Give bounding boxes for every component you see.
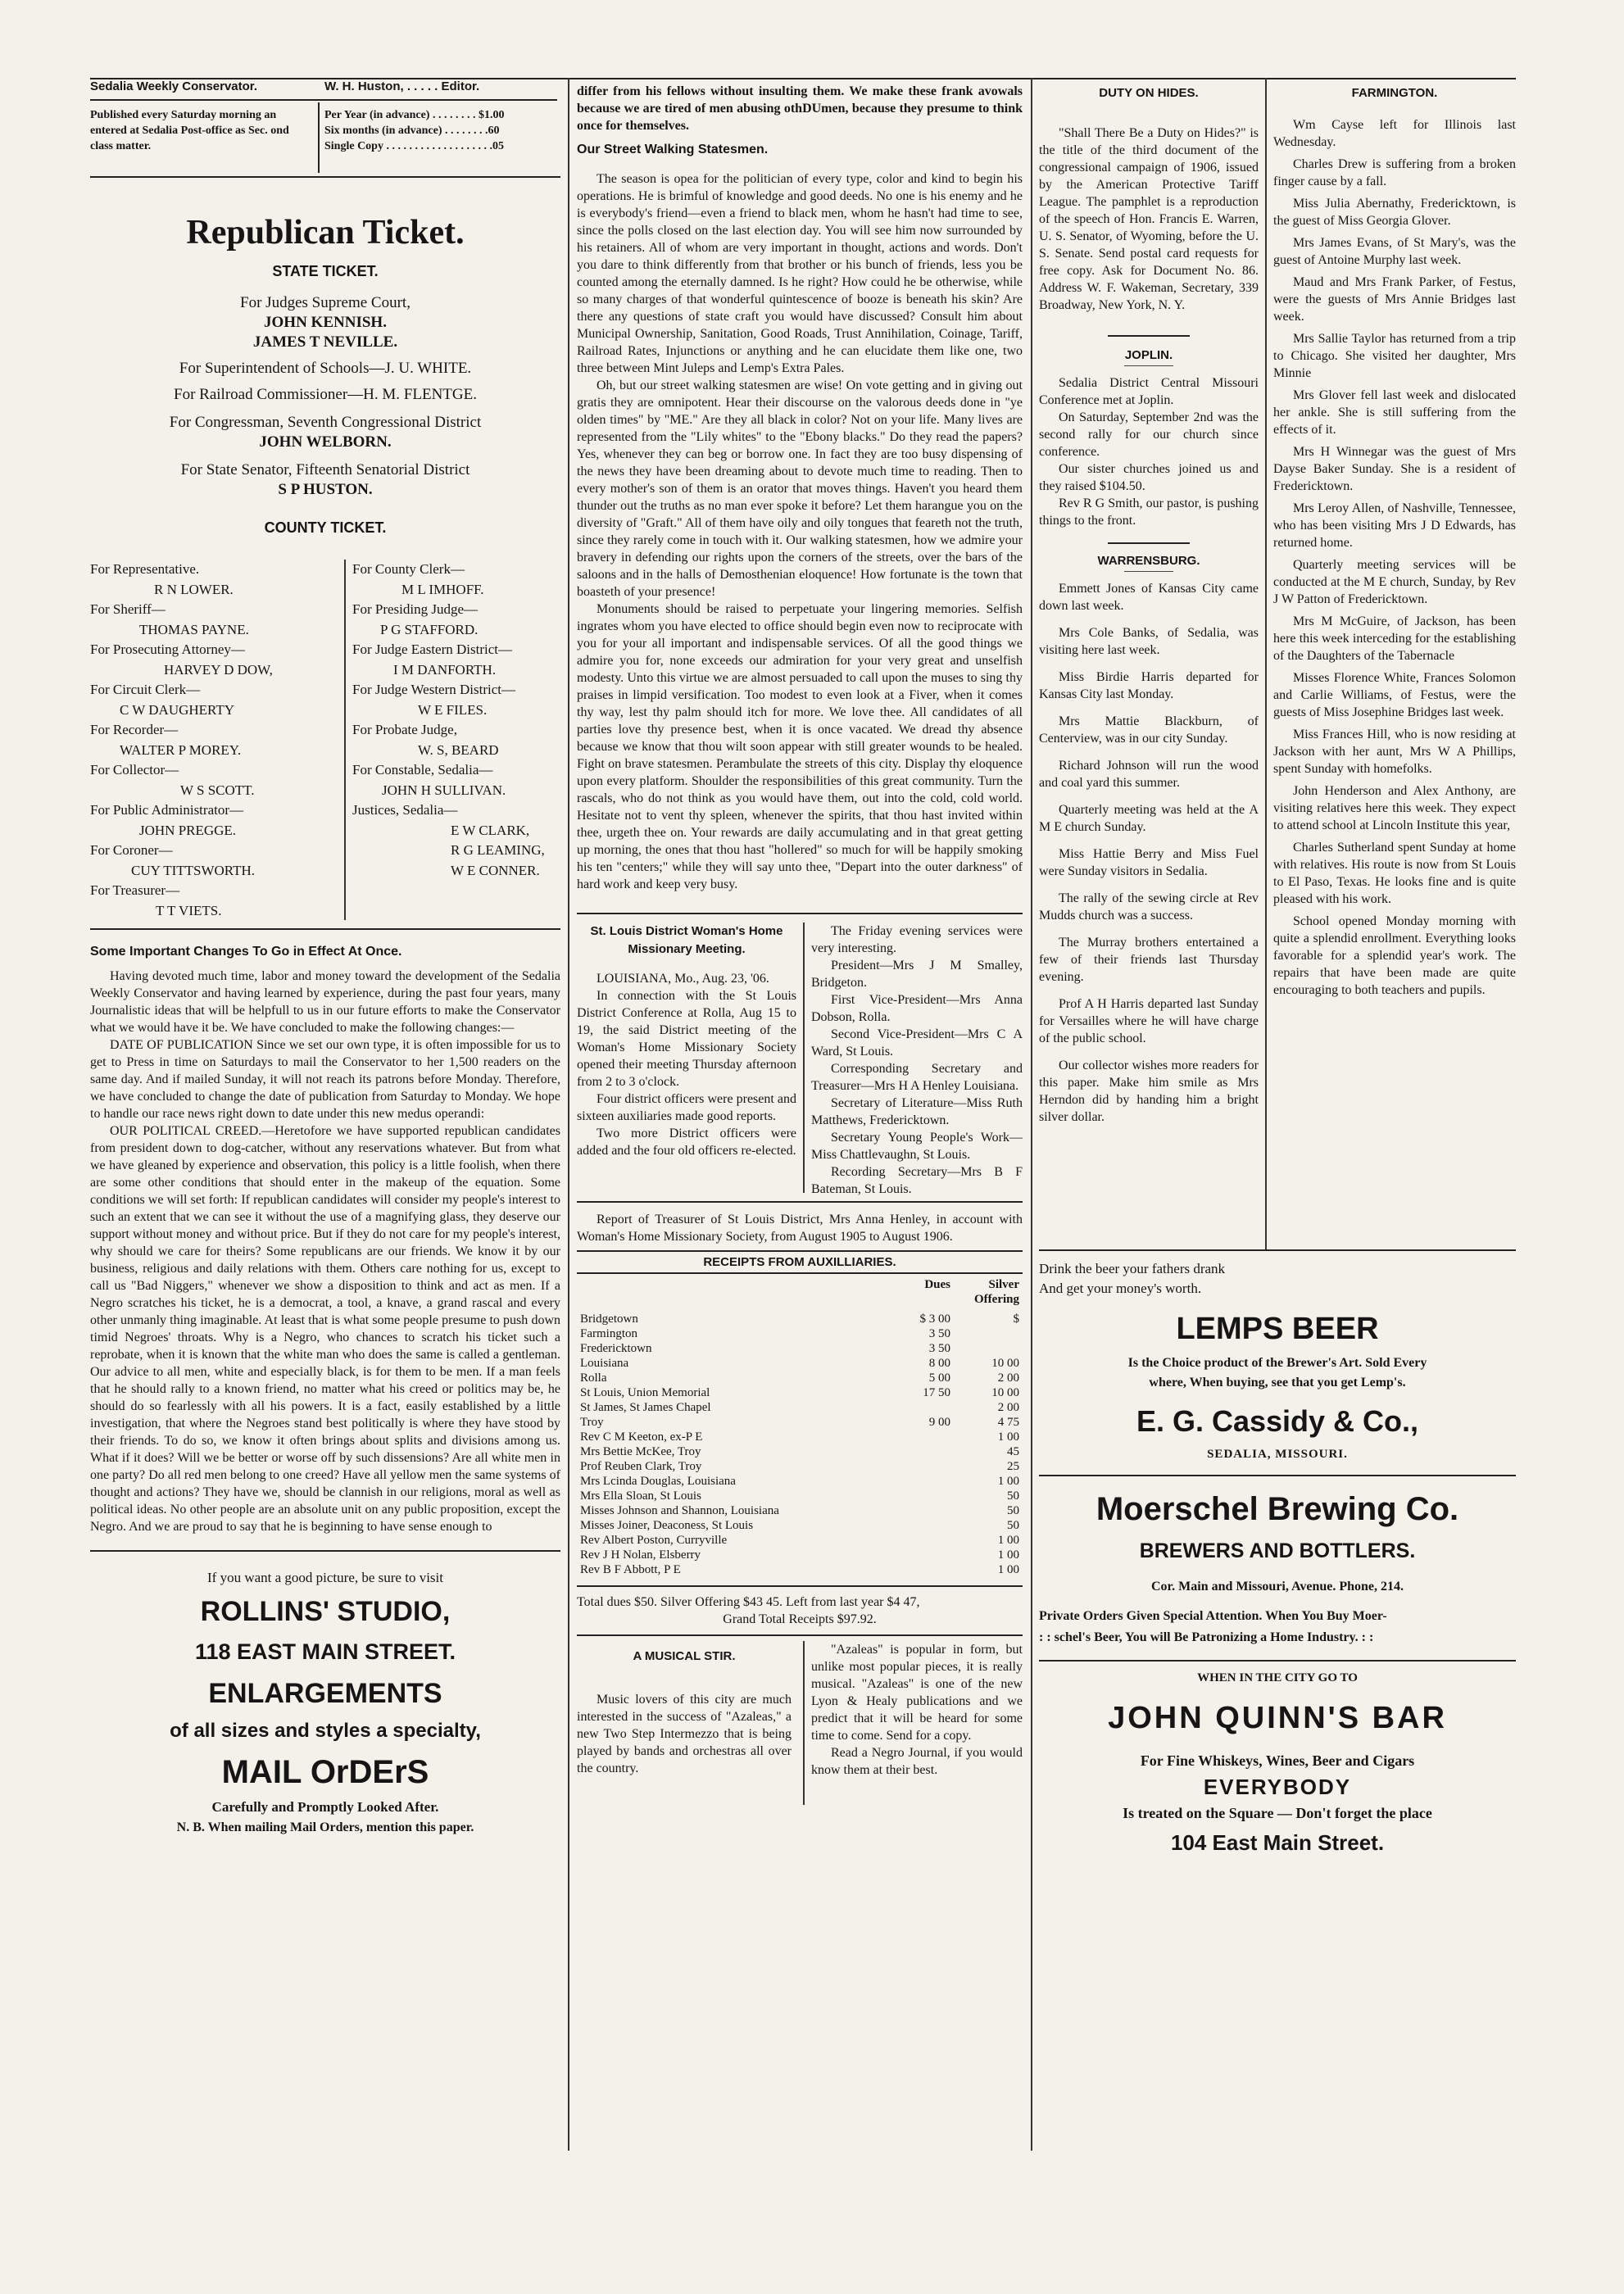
receipt-dues xyxy=(890,1444,954,1459)
receipt-silver: 25 xyxy=(1007,1460,1019,1473)
missionary-right: The Friday evening services were very interesting. President—Mrs J M Smalley, Bridgeton. First Vice-President—Mrs Anna Dobson, Rolla. Second Vice-President—Mrs C A Ward, St Louis. Corresponding Secretary and Treasurer—Mrs H A Henley Louisiana. Secretary of Literature—Miss Ruth Matthews, Fredericktown. Secretary Young People's Work—Miss Chattlevaughn, St Louis. Recording Secretary—Mrs B F Bateman, St Louis. xyxy=(811,924,1023,1196)
receipt-silver: 1 00 xyxy=(997,1430,1019,1444)
receipt-silver: 50 xyxy=(1007,1504,1019,1517)
receipt-row xyxy=(577,1400,1023,1415)
rollins-enlargements: ENLARGEMENTS xyxy=(208,1678,442,1709)
statesmen-title: Our Street Walking Statesmen. xyxy=(577,143,769,156)
receipt-dues xyxy=(890,1474,954,1489)
missionary-meeting xyxy=(577,923,1023,1201)
receipt-silver: 1 00 xyxy=(997,1563,1019,1576)
rollins-mail-orders: MAIL OrDErS xyxy=(221,1754,429,1790)
lemps-ad: Drink the beer your fathers drank And get your money's worth. LEMPS BEER Is the Choice product of the Brewer's Art. Sold Every where, When buying, see that you get Lemp's. E. G. Cassidy & Co., SEDALIA, MISSOURI. xyxy=(1039,1251,1516,1475)
rollins-ad xyxy=(90,1570,560,1835)
farmington-title: FARMINGTON. xyxy=(1351,86,1438,100)
editor-line: W. H. Huston, . . . . . Editor. xyxy=(324,79,480,93)
receipt-name: Rev B F Abbott, P E xyxy=(580,1563,681,1576)
subscription-rates: Per Year (in advance) . . . . . . . . $1.00 Six months (in advance) . . . . . . . .60 Single Copy . . . . . . . . . . . . . . . . . . .05 xyxy=(324,109,505,152)
rollins-name: ROLLINS' STUDIO, xyxy=(200,1596,451,1627)
receipt-name: Misses Johnson and Shannon, Louisiana xyxy=(580,1504,779,1517)
treasurer-report: Report of Treasurer of St Louis District, Mrs Anna Henley, in account with Woman's Home Missionary Society, from August 1905 to August 1906. xyxy=(577,1213,1023,1244)
rollins-sizes: of all sizes and styles a specialty, xyxy=(170,1720,481,1742)
receipts-title: RECEIPTS FROM AUXILLIARIES. xyxy=(703,1255,896,1269)
receipt-row xyxy=(577,1503,1023,1518)
ads-area xyxy=(1039,1249,1516,1866)
receipt-name: Rev C M Keeton, ex-P E xyxy=(580,1430,703,1444)
receipt-row xyxy=(577,1533,1023,1548)
column-rule-1 xyxy=(568,78,569,2151)
receipt-silver: 1 00 xyxy=(997,1475,1019,1488)
receipt-row xyxy=(577,1326,1023,1341)
column-one xyxy=(90,78,560,1835)
receipt-row xyxy=(577,1489,1023,1503)
receipt-name: Farmington xyxy=(580,1327,637,1340)
receipt-row xyxy=(577,1548,1023,1562)
hides-text: "Shall There Be a Duty on Hides?" is the title of the third document of the congressional campaign of 1906, issued by the American Protective Tariff League. The pamphlet is a reproduction of the speech of Hon. Francis E. Warren, U. S. Senator, of Wyoming, before the U. S. Senate. Send postal card requests for free copy. Ask for Document No. 86. Address W. F. Wakeman, Secretary, 339 Broadway, New York, N. Y. xyxy=(1039,126,1259,312)
musical-left: A MUSICAL STIR. Music lovers of this city are much interested in the success of "Azaleas," a new Two Step Intermezzo that is being played by bands and orchestras all over the country. xyxy=(577,1649,792,1775)
receipt-silver: 50 xyxy=(1007,1519,1019,1532)
receipt-silver: 4 75 xyxy=(997,1416,1019,1429)
receipt-row xyxy=(577,1430,1023,1444)
county-ticket xyxy=(90,560,560,928)
receipt-dues xyxy=(890,1459,954,1474)
receipt-silver xyxy=(954,1341,1023,1356)
publish-notice: Published every Saturday morning an entered at Sedalia Post-office as Sec. ond class matter. xyxy=(90,109,289,152)
receipt-name: St Louis, Union Memorial xyxy=(580,1386,710,1399)
column-rule-3 xyxy=(1265,78,1267,1249)
receipts-grand-total: Grand Total Receipts $97.92. xyxy=(723,1612,877,1626)
receipt-dues xyxy=(890,1562,954,1577)
receipt-row xyxy=(577,1385,1023,1400)
quinn-name: JOHN QUINN'S BAR xyxy=(1108,1701,1447,1735)
column-three: DUTY ON HIDES. "Shall There Be a Duty on Hides?" is the title of the third document of the congressional campaign of 1906, issued by the American Protective Tariff League. The pamphlet is a reproduction of the speech of Hon. Francis E. Warren, U. S. Senator, of Wyoming, before the U. S. Senate. Send postal card requests for free copy. Ask for Document No. 86. Address W. F. Wakeman, Secretary, 339 Broadway, New York, N. Y. JOPLIN. Sedalia District Central Missouri Conference met at Joplin. On Saturday, September 2nd was the second rally for our church since conference. Our sister churches joined us and they raised $104.50. Rev R G Smith, our pastor, is pushing things to the front. WARRENSBURG. Emmett Jones of Kansas City came down last week. Mrs Cole Banks, of Sedalia, was visiting here last week. Miss Birdie Harris departed for Kansas City last Monday. Mrs Mattie Blackburn, of Centerview, was in our city Sunday. Richard Johnson will run the wood and coal yard this summer. Quarterly meeting was held at the A M E church Sunday. Miss Hattie Berry and Miss Fuel were Sunday visitors in Sedalia. The rally of the sewing circle at Rev Mudds church was a success. The Murray brothers entertained a few of their friends last Thursday evening. Prof A H Harris departed last Sunday for Versailles where he will have charge of the public school. Our collector wishes more readers for this paper. Make him smile as Mrs Herndon did by handing him a bright silver dollar. xyxy=(1039,86,1259,1124)
rollins-intro: If you want a good picture, be sure to visit xyxy=(207,1570,443,1585)
receipt-row xyxy=(577,1341,1023,1356)
republican-ticket xyxy=(90,178,560,928)
receipt-row xyxy=(577,1444,1023,1459)
quinn-ad: WHEN IN THE CITY GO TO JOHN QUINN'S BAR For Fine Whiskeys, Wines, Beer and Cigars EVERYBODY Is treated on the Square — Don't forget the place 104 East Main Street. xyxy=(1039,1662,1516,1866)
receipt-dues xyxy=(890,1400,954,1415)
statesmen-paragraph-2: Oh, but our street walking statesmen are wise! On vote getting and in giving out gratis they are omnipotent. Hear their discourse on the valorous deeds done in "ye olden times" by "ME." Are they all black in color? Not on your life. Many lives are represented from the "Lily whites" to the "Ebony blacks." Do they read the papers? Yes, whenever they can beg or borrow one. In fact they are too busy dispensing of the news they have been dreaming about to devote much time to reading. Then to every mother's son of them is an orator that moves things. Haven't you heard them thunder out the truths as no man ever spoke it before? Let them harangue you on the diversity of "Graft." All of them have oily and oily tongues that feareth not the truth, since they rarely come in touch with it. Our walking statesmen, how we admire your bravery in defending our rights upon the corners of the streets, over the bars of the saloons and in the halls of Demosthenian eloquence! How fortunate is the town that boasteth of your presence! xyxy=(577,379,1023,599)
receipt-name: Mrs Ella Sloan, St Louis xyxy=(580,1489,701,1503)
moerschel-ad: Moerschel Brewing Co. BREWERS AND BOTTLERS. Cor. Main and Missouri, Avenue. Phone, 214. Private Orders Given Special Attention. When You Buy Moer- : : schel's Beer, You will Be Patronizing a Home Industry. : : xyxy=(1039,1476,1516,1660)
receipt-row xyxy=(577,1518,1023,1533)
receipt-name: Misses Joiner, Deaconess, St Louis xyxy=(580,1519,754,1532)
receipt-dues: 17 50 xyxy=(923,1386,950,1399)
receipt-dues xyxy=(890,1518,954,1533)
receipt-name: Bridgetown xyxy=(580,1312,638,1326)
changes-paragraph-3: OUR POLITICAL CREED.—Heretofore we have supported republican candidates from president down to dog-catcher, without any reservations whatever. But from what we have gleaned by experience and observation, this policy is a little foolish, when there are some other conditions that should enter in the makeup of the equation. Some conditions we will set forth: If republican candidates will consider my people's interest to such an extent that we can see it without the use of a magnifying glass, they deserve our support without money and without price. But if they do not care for my people's interest, why should we care for theirs? Some republicans are our friends. We know it by our business, religious and daily relations with them. Others care nothing for us, except to call us "Bad Niggers," whenever we show a disposition to think and act as men. If a Negro scratches his ticket, he is a democrat, a tool, a knave, a grand rascal and every other unmanly thing imaginable. At least that is what some people presume to push down timid Negroes' throats. Why is a Negro, who chances to scratch his ticket such a reprobate, when it is known that the white man who does the same is called a gentleman. Our advice to all men, white and especially black, is for them to be men. If a man feels that he should rally to a known friend, no matter what his creed or politics may be, he should do so fearlessly with all his powers. It is a fact, easily established by a little investigation, that where the Negroes stand best politically is where they have stood by their friends. To do so, we know it often brings about splits and divisions among us. What if it does? Will we be better or worse off by such dissensions? Are all white men in one party? Do all red men belong to one creed? Have all yellow men the same systems of thought and actions? They have we, should be clannish in our religions, moral as well as political ideas. No other people are an absolute unit on any public proposition, except the Negro. And we are proud to say that he is beginning to have sense enough to xyxy=(90,1124,560,1534)
receipt-dues xyxy=(890,1489,954,1503)
missionary-title: St. Louis District Woman's Home Missionary Meeting. xyxy=(590,924,783,956)
changes-paragraph-2: DATE OF PUBLICATION Since we set our own type, it is often impossible for us to get to Press in time on Saturdays to mail the Conservator to her 1,500 readers on the same day. And if mailed Sunday, it will not reach its patrons before Monday. Therefore, we have concluded to change the date of publication from Saturday to Monday. We hope to handle our race news right down to date under this new medus operandi: xyxy=(90,1038,560,1121)
warrensburg-items: Emmett Jones of Kansas City came down last week. Mrs Cole Banks, of Sedalia, was visiting here last week. Miss Birdie Harris departed for Kansas City last Monday. Mrs Mattie Blackburn, of Centerview, was in our city Sunday. Richard Johnson will run the wood and coal yard this summer. Quarterly meeting was held at the A M E church Sunday. Miss Hattie Berry and Miss Fuel were Sunday visitors in Sedalia. The rally of the sewing circle at Rev Mudds church was a success. The Murray brothers entertained a few of their friends last Thursday evening. Prof A H Harris departed last Sunday for Versailles where he will have charge of the public school. Our collector wishes more readers for this paper. Make him smile as Mrs Herndon did by handing him a bright silver dollar. xyxy=(1039,582,1259,1124)
receipt-dues: 5 00 xyxy=(928,1371,950,1385)
masthead xyxy=(90,78,560,178)
county-ticket-heading: COUNTY TICKET. xyxy=(264,519,387,536)
state-ticket-lines: For Judges Supreme Court, JOHN KENNISH. JAMES T NEVILLE. For Superintendent of Schools—J. U. WHITE. For Railroad Commissioner—H. M. FLENTGE. For Congressman, Seventh Congressional District JOHN WELBORN. For State Senator, Fifteenth Senatorial District S P HUSTON. xyxy=(169,294,482,498)
state-ticket-heading: STATE TICKET. xyxy=(272,263,379,279)
receipt-dues xyxy=(890,1533,954,1548)
receipt-row xyxy=(577,1459,1023,1474)
receipts-head-dues: Dues xyxy=(924,1278,950,1291)
receipt-silver: 1 00 xyxy=(997,1534,1019,1547)
receipt-dues: 9 00 xyxy=(928,1416,950,1429)
receipt-row xyxy=(577,1562,1023,1577)
column-rule-2 xyxy=(1031,78,1032,2151)
receipt-name: Rolla xyxy=(580,1371,607,1385)
newspaper-page xyxy=(90,78,1516,2216)
paper-name: Sedalia Weekly Conservator. xyxy=(90,79,257,93)
warrensburg-title: WARRENSBURG. xyxy=(1097,554,1200,568)
receipt-dues: 8 00 xyxy=(928,1357,950,1370)
receipt-silver: 50 xyxy=(1007,1489,1019,1503)
important-changes xyxy=(90,945,560,1535)
receipt-name: Fredericktown xyxy=(580,1342,652,1355)
receipts-table xyxy=(577,1277,1023,1307)
receipt-name: Mrs Lcinda Douglas, Louisiana xyxy=(580,1475,736,1488)
receipt-silver: 10 00 xyxy=(991,1357,1019,1370)
lemps-name: LEMPS BEER xyxy=(1176,1312,1379,1346)
musical-right: "Azaleas" is popular in form, but unlike most popular pieces, it is really musical. "Azaleas" is one of the new Lyon & Healy publications and we predict that it will be heard for some time to come. Send for a copy. Read a Negro Journal, if you would know them at their best. xyxy=(811,1643,1023,1777)
receipt-name: Troy xyxy=(580,1416,604,1429)
county-ticket-left: For Representative. R N LOWER. For Sheriff— THOMAS PAYNE. For Prosecuting Attorney— HARVEY D DOW, For Circuit Clerk— C W DAUGHERTY For Recorder— WALTER P MOREY. For Collector— W S SCOTT. For Public Administrator— JOHN PREGGE. For Coroner— CUY TITTSWORTH. For Treasurer— T T VIETS. xyxy=(90,561,273,918)
receipt-name: St James, St James Chapel xyxy=(580,1401,711,1414)
musical-stir xyxy=(577,1641,1023,1813)
statesmen-lead: differ from his fellows without insulting them. We make these frank avowals because we are tired of men abusing othDUmen, because they presume to think once for themselves. xyxy=(577,84,1023,133)
joplin-title: JOPLIN. xyxy=(1124,348,1173,362)
county-ticket-right: For County Clerk— M L IMHOFF. For Presiding Judge— P G STAFFORD. For Judge Eastern District— I M DANFORTH. For Judge Western District— W E FILES. For Probate Judge, W. S, BEARD For Constable, Sedalia— JOHN H SULLIVAN. Justices, Sedalia— E W CLARK, R G LEAMING, W E CONNER. xyxy=(352,561,545,878)
column-four xyxy=(1273,78,1516,999)
receipt-name: Prof Reuben Clark, Troy xyxy=(580,1460,702,1473)
receipt-silver xyxy=(954,1326,1023,1341)
receipt-dues: $ 3 00 xyxy=(919,1312,950,1326)
column-two xyxy=(577,78,1023,1813)
cassidy-name: E. G. Cassidy & Co., xyxy=(1136,1404,1419,1438)
receipt-name: Rev J H Nolan, Elsberry xyxy=(580,1548,701,1562)
musical-title: A MUSICAL STIR. xyxy=(633,1649,736,1663)
moerschel-name: Moerschel Brewing Co. xyxy=(1096,1491,1459,1527)
receipt-dues xyxy=(890,1430,954,1444)
receipts-head-silver: Silver Offering xyxy=(974,1278,1019,1306)
missionary-left: St. Louis District Woman's Home Missionary Meeting. LOUISIANA, Mo., Aug. 23, '06. In connection with the St Louis District Conference at Rolla, Aug 15 to 19, the said District meeting of the Woman's Home Missionary Society opened their meeting Thursday afternoon from 2 to 3 o'clock. Four district officers were present and sixteen auxiliaries made good reports. Two more District officers were added and the four old officers re-elected. xyxy=(577,924,796,1158)
changes-paragraph-1: Having devoted much time, labor and money toward the development of the Sedalia Weekly Conservator and having learned by experience, during the past four years, many Journalistic ideas that will be helpfull to us in our future efforts to make the Conservator what we would have it be. We have concluded to make the following changes:— xyxy=(90,969,560,1035)
receipt-dues xyxy=(890,1548,954,1562)
receipt-name: Rev Albert Poston, Curryville xyxy=(580,1534,728,1547)
quinn-address: 104 East Main Street. xyxy=(1170,1830,1385,1855)
receipt-name: Mrs Bettie McKee, Troy xyxy=(580,1445,701,1458)
receipt-silver: 2 00 xyxy=(997,1401,1019,1414)
receipt-silver: 1 00 xyxy=(997,1548,1019,1562)
statesmen-paragraph-3: Monuments should be raised to perpetuate your lingering memories. Selfish ingrates whom you have elected to office should begin even now to reciprocate with you for your all important and indispensable services. Of all the good things we admire you for, none exceeds our admiration for your very great and unselfish modesty. Unto this virtue we are almost persuaded to call upon the muses to sing thy praises in limpid versification. Too modest to even look at a Fiver, when it comes thy way, lest thy palm should itch for more. We love thee. All candidates of all parties love thy presence best, when it is once vacated. We dread thy absence because we know that thou wilt soon appear with still greater wounds to be healed. Fight on brave statesmen. Perambulate the streets of this city. Display thy eloquence upon every platform. Shoulder the responsibilities of this great community. Turn the rascals, who do not think as you would have them, out into the cold, cold world. Hesitate not to vent thy spleen, whenever the spirits, that thou hast invited within thee, urgeth thee on. Your rewards are daily accumulating and in that great getting up morning, the ones that thou hast "hollered" so much for will be happily smoking his ten "centers;" while they will say unto thee, "Depart into the outer darkness" of hard work and keep very busy. xyxy=(577,602,1023,891)
receipt-silver: $ xyxy=(1013,1312,1019,1326)
receipt-row xyxy=(577,1474,1023,1489)
receipt-dues xyxy=(890,1503,954,1518)
statesmen-paragraph-1: The season is opea for the politician of every type, color and kind to begin his operations. He is brimful of knowledge and good deeds. No one is his enemy and he is everybody's friend—even a friend to black men, whom he hasn't had time to see, since the polls closed on the last election day. You will see him now surrounded by his retainers. All of whom are very important in thought, actions and words. Don't you dare to think differently from that brother or his bunch of friends, less you be counted among the eternally damned. Is he right? How could he be otherwise, while so many charges of that wonderful quintescence of booze is beneath his skin? Are there any questions of state craft you would have discussed? Consult him about Municipal Ownership, Sanitation, Good Roads, Trust Annihilation, Coinage, Tariff, Railroad Rates, Injunctions or anything and he can elucidate them like one, two three between Mint Juleps and Lemp's Extra Pales. xyxy=(577,172,1023,375)
receipt-dues: 3 50 xyxy=(928,1342,950,1355)
receipt-name: Louisiana xyxy=(580,1357,629,1370)
receipt-silver: 10 00 xyxy=(991,1386,1019,1399)
receipt-row xyxy=(577,1312,1023,1326)
ticket-title: Republican Ticket. xyxy=(186,214,465,252)
receipts-rows xyxy=(577,1312,1023,1577)
rollins-carefully: Carefully and Promptly Looked After. xyxy=(211,1799,439,1815)
receipt-dues: 3 50 xyxy=(928,1327,950,1340)
receipts-total: Total dues $50. Silver Offering $43 45. Left from last year $4 47, xyxy=(577,1595,920,1609)
farmington-items: Wm Cayse left for Illinois last Wednesday. Charles Drew is suffering from a broken finger cause by a fall. Miss Julia Abernathy, Fredericktown, is the guest of Miss Georgia Glover. Mrs James Evans, of St Mary's, was the guest of Antoine Murphy last week. Maud and Mrs Frank Parker, of Festus, were the guests of Mrs Annie Bridges last week. Mrs Sallie Taylor has returned from a trip to Chicago. She visited her daughter, Mrs Minnie Mrs Glover fell last week and dislocated her ankle. She is still suffering from the effects of it. Mrs H Winnegar was the guest of Mrs Dayse Baker Sunday. She is a resident of Fredericktown. Mrs Leroy Allen, of Nashville, Tennessee, who has been visiting Mrs J D Edwards, has returned home. Quarterly meeting services will be conducted at the M E church, Sunday, by Rev J W Patton of Fredericktown. Mrs M McGuire, of Jackson, has been here this week interceding for the establishing of the Daughters of the Tabernacle Misses Florence White, Frances Solomon and Carlie Williams, of Festus, were the guests of Miss Josephine Bridges last week. Miss Frances Hill, who is now residing at Jackson with her aunt, Mrs W A Phillips, spent Sunday with homefolks. John Henderson and Alex Anthony, are visiting relatives here this week. They expect to attend school at Lincoln Institute this year, Charles Sutherland spent Sunday at home with relatives. His route is now from St Louis to El Paso, Texas. He looks fine and is quite pleased with his work. School opened Monday morning with quite a splendid enrollment. Everything looks favorable for a splendid year's work. The repairs that have been made are quite encouraging to both teachers and pupils. xyxy=(1273,118,1516,997)
hides-title: DUTY ON HIDES. xyxy=(1099,86,1199,100)
receipt-silver: 2 00 xyxy=(997,1371,1019,1385)
receipt-silver: 45 xyxy=(1007,1445,1019,1458)
receipt-row xyxy=(577,1356,1023,1371)
receipt-row xyxy=(577,1371,1023,1385)
rollins-address: 118 EAST MAIN STREET. xyxy=(194,1639,456,1664)
receipt-row xyxy=(577,1415,1023,1430)
changes-title: Some Important Changes To Go in Effect At Once. xyxy=(90,945,402,959)
rollins-nb: N. B. When mailing Mail Orders, mention this paper. xyxy=(176,1820,474,1834)
